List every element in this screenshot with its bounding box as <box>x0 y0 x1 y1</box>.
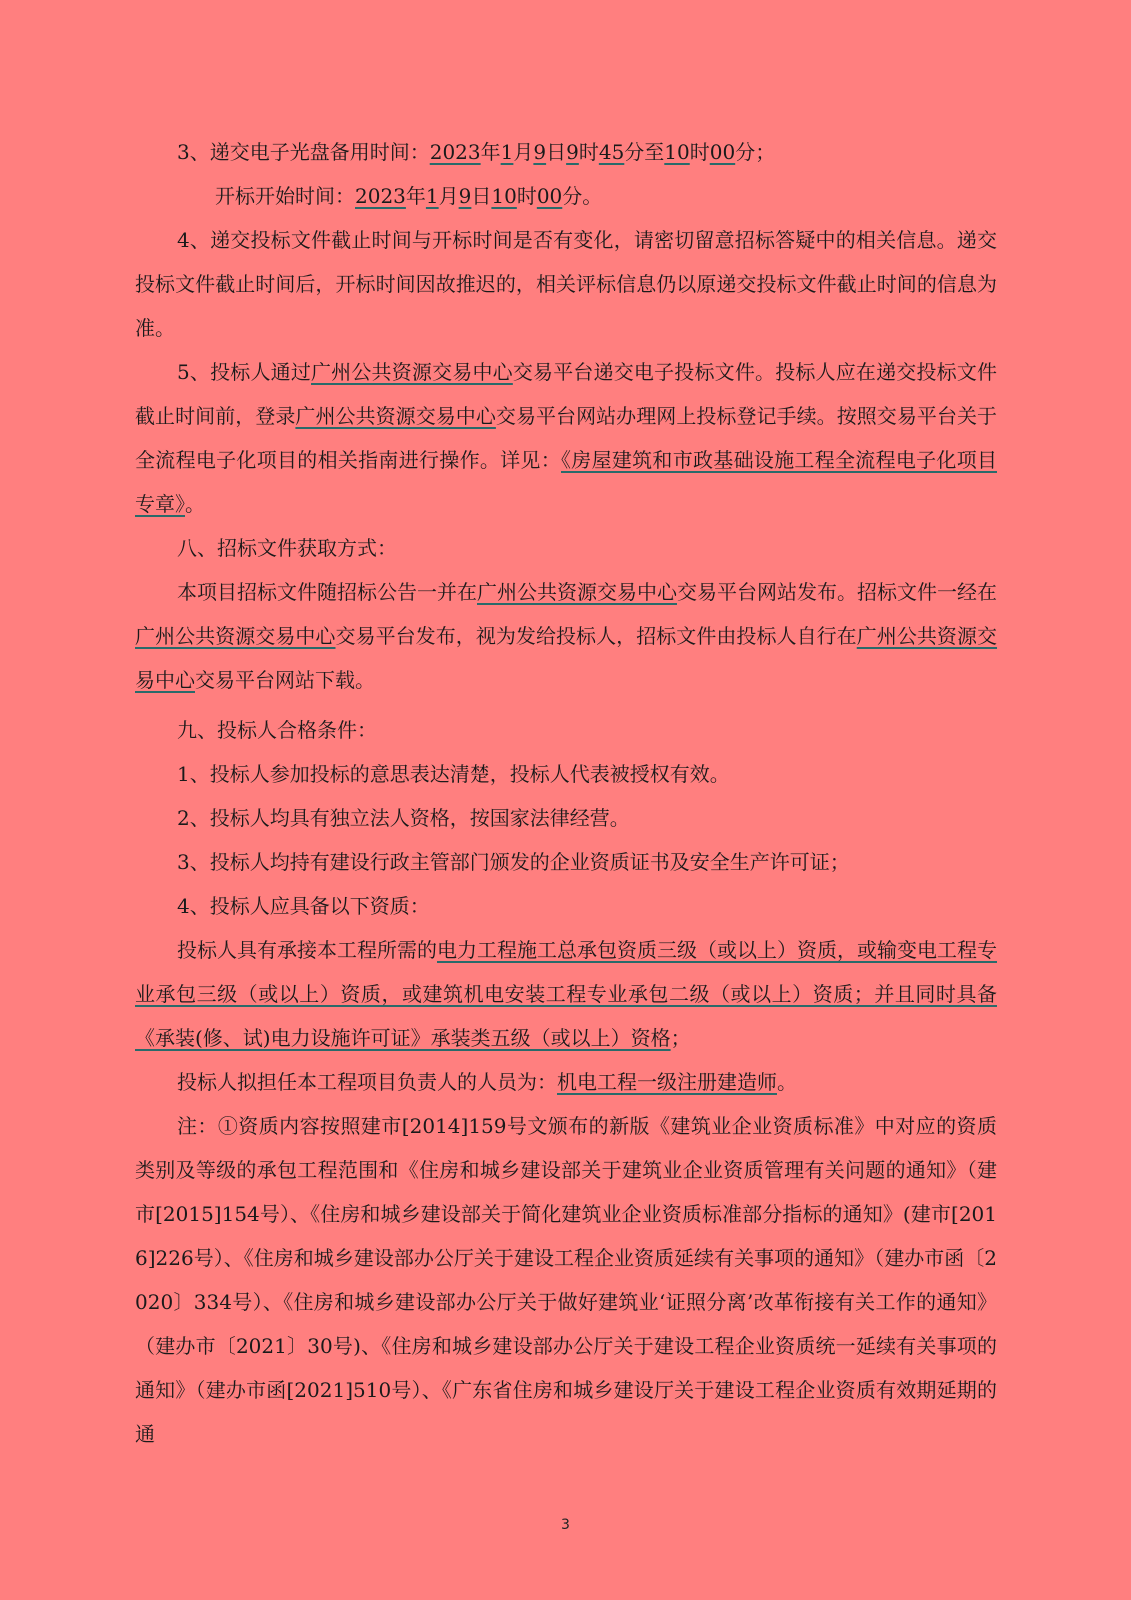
condition-3: 3、投标人均持有建设行政主管部门颁发的企业资质证书及安全生产许可证； <box>177 850 850 874</box>
e-project-chapter-link[interactable]: 《房屋建筑和市政基础设施工程全流程电子化项目专章》 <box>135 448 997 516</box>
item4-deadline-change: 4、递交投标文件截止时间与开标时间是否有变化，请密切留意招标答疑中的相关信息。递交投标文件截止时间后，开标时间因故推迟的，相关评标信息仍以原递交投标文件截止时间的信息为准。 <box>135 228 997 340</box>
section9-title: 九、投标人合格条件： <box>177 718 377 742</box>
trading-center-link[interactable]: 广州公共资源交易中心 <box>311 360 513 384</box>
section8-body: 本项目招标文件随招标公告一并在广州公共资源交易中心交易平台网站发布。招标文件一经在广州公共资源交易中心交易平台发布，视为发给投标人，招标文件由投标人自行在广州公共资源交易中心交易平台网站下载。 <box>135 580 998 692</box>
item3-submit-disc-time: 3、递交电子光盘备用时间：2023年1月9日9时45分至10时00分； <box>177 140 776 164</box>
condition-2: 2、投标人均具有独立法人资格，按国家法律经营。 <box>177 806 630 830</box>
condition-1: 1、投标人参加投标的意思表达清楚，投标人代表被授权有效。 <box>177 762 730 786</box>
qualification-requirement: 投标人具有承接本工程所需的电力工程施工总承包资质三级（或以上）资质，或输变电工程专业承包三级（或以上）资质，或建筑机电安装工程专业承包二级（或以上）资质；并且同时具备《承装(修、试)电力设施许可证》承装类五级（或以上）资格； <box>135 938 997 1050</box>
project-manager-requirement: 投标人拟担任本工程项目负责人的人员为：机电工程一级注册建造师。 <box>177 1070 797 1094</box>
trading-center-link[interactable]: 广州公共资源交易中心 <box>135 624 336 648</box>
trading-center-link[interactable]: 广州公共资源交易中心 <box>135 624 998 692</box>
trading-center-link[interactable]: 广州公共资源交易中心 <box>477 580 677 604</box>
condition-4: 4、投标人应具备以下资质： <box>177 894 430 918</box>
page-number: 3 <box>561 1517 570 1533</box>
section8-title: 八、招标文件获取方式： <box>177 536 397 560</box>
bid-opening-time: 开标开始时间：2023年1月9日10时00分。 <box>215 184 603 208</box>
qualification-note: 注：①资质内容按照建市[2014]159号文颁布的新版《建筑业企业资质标准》中对应的资质类别及等级的承包工程范围和《住房和城乡建设部关于建筑业企业资质管理有关问题的通知》（建市[2015]154号）、《住房和城乡建设部关于简化建筑业企业资质标准部分指标的通知》(建市[2016]226号）、《住房和城乡建设部办公厅关于建设工程企业资质延续有关事项的通知》（建办市函〔2020〕334号）、《住房和城乡建设部办公厅关于做好建筑业‘证照分离’改革衔接有关工作的通知》（建办市〔2021〕30号)、《住房和城乡建设部办公厅关于建设工程企业资质统一延续有关事项的通知》（建办市函[2021]510号）、《广东省住房和城乡建设厅关于建设工程企业资质有效期延期的通 <box>135 1114 997 1446</box>
document-body <box>135 130 997 1456</box>
item5-electronic-submission: 5、投标人通过广州公共资源交易中心交易平台递交电子投标文件。投标人应在递交投标文件截止时间前，登录广州公共资源交易中心交易平台网站办理网上投标登记手续。按照交易平台关于全流程电子化项目的相关指南进行操作。详见：《房屋建筑和市政基础设施工程全流程电子化项目专章》。 <box>135 360 998 516</box>
trading-center-link[interactable]: 广州公共资源交易中心 <box>295 404 496 428</box>
